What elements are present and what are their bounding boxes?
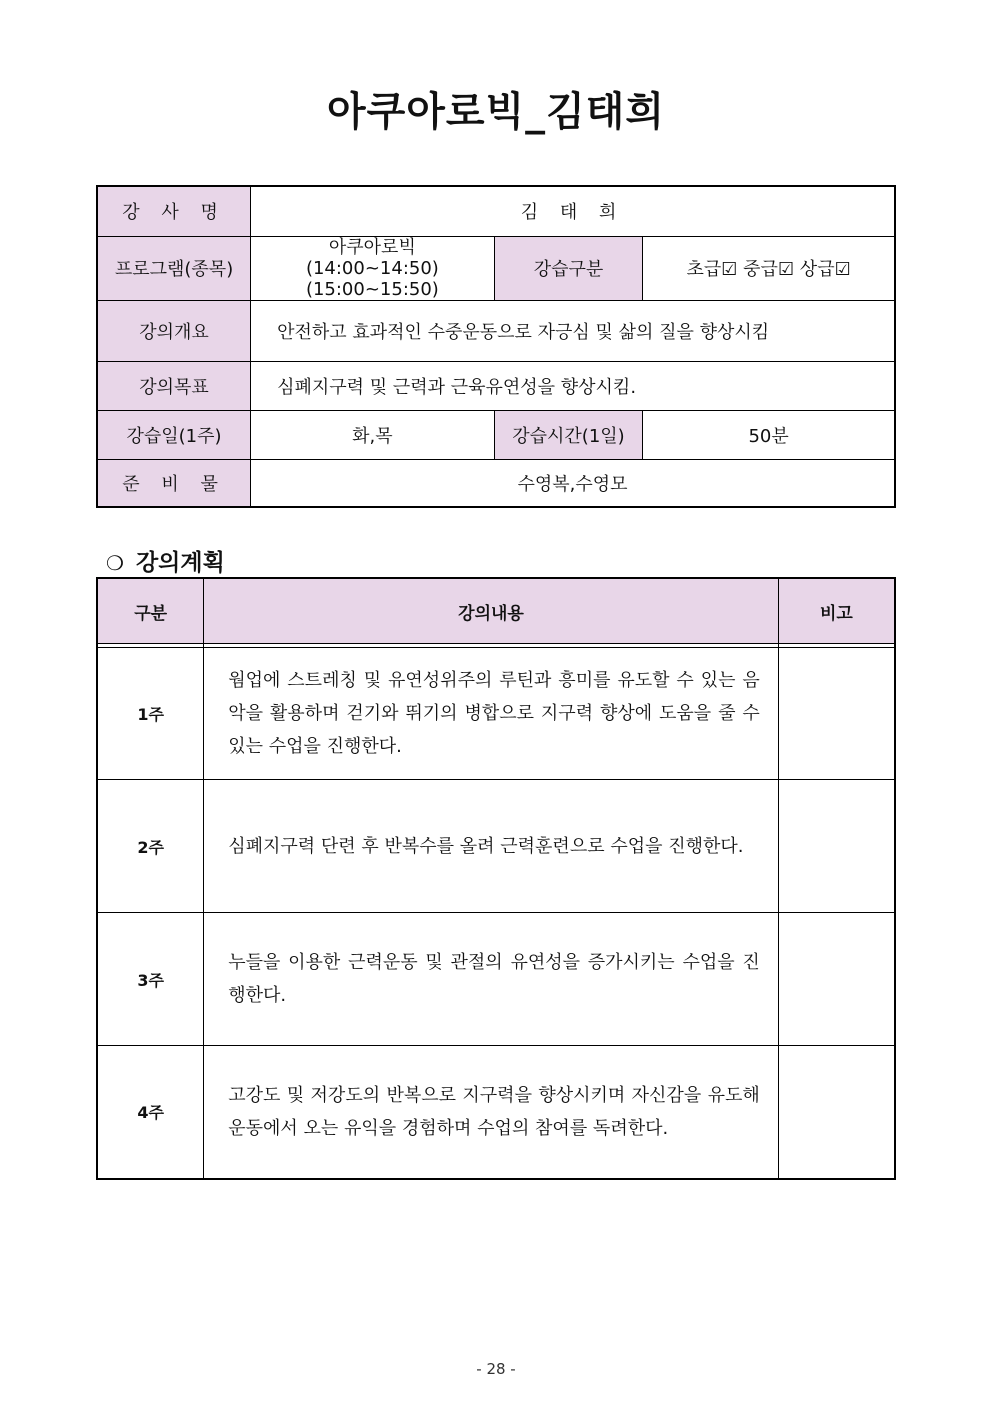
week-content: 고강도 및 저강도의 반복으로 지구력을 향상시키며 자신감을 유도해 운동에서 오는 유익을 경험하며 수업의 참여를 독려한다. [204, 1046, 779, 1179]
page-title: 아쿠아로빅_김태희 [326, 89, 666, 135]
week-content: 웜업에 스트레칭 및 유연성위주의 루틴과 흥미를 유도할 수 있는 음악을 활용하며 걷기와 뛰기의 병합으로 지구력 향상에 도움을 줄 수 있는 수업을 진행한다. [204, 648, 779, 780]
program-name: 아쿠아로빅 [328, 236, 416, 258]
week-note [778, 780, 895, 913]
program-time-1: (14:00~14:50) [305, 257, 439, 279]
overview-value: 안전하고 효과적인 수중운동으로 자긍심 및 삶의 질을 향상시킴 [251, 300, 895, 361]
week-note [778, 913, 895, 1046]
lecture-plan-table [96, 577, 896, 1180]
program-value [251, 236, 495, 300]
program-label: 프로그램(종목) [97, 236, 251, 300]
days-label: 강습일(1주) [97, 410, 251, 459]
week-content: 심폐지구력 단련 후 반복수를 올려 근력훈련으로 수업을 진행한다. [204, 780, 779, 913]
goal-value: 심폐지구력 및 근력과 근육유연성을 향상시킴. [251, 361, 895, 410]
days-value: 화,목 [251, 410, 495, 459]
instructor-value: 김 태 희 [251, 186, 895, 236]
table-row [97, 913, 895, 1046]
week-label: 1주 [97, 648, 204, 780]
header-note: 비고 [778, 578, 895, 644]
week-label: 4주 [97, 1046, 204, 1179]
program-time-2: (15:00~15:50) [305, 278, 439, 300]
table-row [97, 780, 895, 913]
week-note [778, 648, 895, 780]
week-label: 2주 [97, 780, 204, 913]
week-label: 3주 [97, 913, 204, 1046]
table-row [97, 1046, 895, 1179]
time-label: 강습시간(1일) [494, 410, 643, 459]
supplies-label: 준 비 물 [97, 459, 251, 507]
table-row [97, 648, 895, 780]
time-value: 50분 [643, 410, 895, 459]
overview-label: 강의개요 [97, 300, 251, 361]
week-note [778, 1046, 895, 1179]
supplies-value: 수영복,수영모 [251, 459, 895, 507]
section-heading [106, 544, 225, 577]
course-info-table [96, 185, 896, 508]
page-number: - 28 - [476, 1360, 516, 1378]
header-content: 강의내용 [204, 578, 779, 644]
level-label: 강습구분 [494, 236, 643, 300]
goal-label: 강의목표 [97, 361, 251, 410]
level-value: 초급☑ 중급☑ 상급☑ [643, 236, 895, 300]
circle-bullet-icon: ❍ [106, 551, 124, 575]
instructor-label: 강 사 명 [97, 186, 251, 236]
header-category: 구분 [97, 578, 204, 644]
week-content: 누들을 이용한 근력운동 및 관절의 유연성을 증가시키는 수업을 진행한다. [204, 913, 779, 1046]
section-title: 강의계획 [135, 550, 225, 576]
